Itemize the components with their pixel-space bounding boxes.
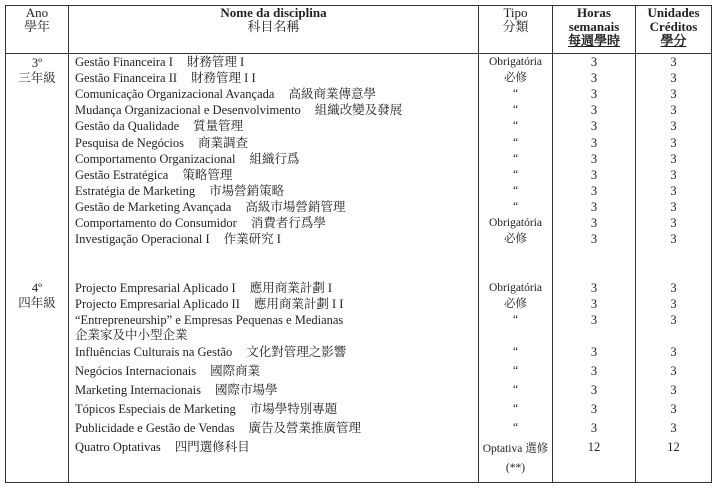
weekly-hours: 3 (590, 55, 598, 69)
header-horas-zh: 每週學時 (567, 33, 620, 48)
course-type: “ (512, 88, 519, 100)
course-name (75, 440, 250, 455)
course-name-pt: Estratégia de Marketing (75, 184, 196, 198)
course-name (75, 383, 278, 398)
course-name-zh: 財務管理 I I (191, 71, 256, 85)
course-name-zh: 市場營銷策略 (209, 184, 285, 198)
header-nome-pt: Nome da disciplina (220, 5, 327, 20)
course-name-zh: 質量管理 (193, 119, 244, 133)
course-name-pt: Gestão Financeira II (75, 71, 178, 85)
weekly-hours: 3 (590, 232, 598, 246)
course-name-zh: 市場學特別專題 (249, 402, 338, 416)
course-name-pt: Tópicos Especiais de Marketing (75, 402, 236, 416)
course-name (75, 281, 332, 296)
course-name (75, 200, 345, 215)
credits: 3 (670, 297, 677, 311)
header-horas (553, 6, 635, 48)
course-name-zh: 高級市場營銷管理 (245, 200, 346, 214)
course-name (75, 87, 376, 102)
course-name-pt: “Entrepreneurship” e Empresas Pequenas e Medianas (75, 313, 344, 327)
weekly-hours: 3 (590, 421, 598, 435)
course-name-pt: Comportamento do Consumidor (75, 216, 237, 230)
credits: 3 (670, 136, 677, 150)
course-type: “ (512, 201, 519, 213)
credits: 3 (670, 55, 677, 69)
course-type: “ (512, 137, 519, 149)
header-nome-zh: 科目名稱 (247, 19, 300, 34)
course-type: “ (512, 403, 519, 415)
course-name-pt: Projecto Empresarial Aplicado II (75, 297, 240, 311)
weekly-hours: 3 (590, 383, 598, 397)
header-tipo-zh: 分類 (502, 19, 529, 34)
credits: 3 (670, 103, 677, 117)
col-divider (68, 5, 69, 483)
course-type: Obrigatória (488, 282, 542, 294)
course-type: “ (512, 365, 519, 377)
course-name-zh: 應用商業計劃 I (249, 281, 333, 295)
weekly-hours: 3 (590, 119, 598, 133)
header-horas-pt: Horas semanais (568, 5, 620, 34)
credits: 3 (670, 281, 677, 295)
course-name-pt: Gestão Financeira I (75, 55, 173, 69)
course-type: “ (512, 422, 519, 434)
header-unidades-zh: 學分 (660, 33, 687, 48)
course-name (75, 168, 232, 183)
course-name-zh: 作業研究 I (223, 232, 281, 246)
credits: 12 (667, 440, 680, 454)
course-name-zh: 消費者行爲學 (250, 216, 326, 230)
course-name-zh: 應用商業計劃 I I (253, 297, 344, 311)
course-name-pt: Negócios Internacionais (75, 364, 197, 378)
course-type: Optativa 選修(**) (482, 443, 549, 474)
year-4 (6, 281, 68, 311)
weekly-hours: 3 (590, 313, 598, 327)
credits: 3 (670, 216, 677, 230)
course-name (75, 55, 244, 70)
course-name-pt: Quatro Optativas (75, 440, 161, 454)
course-name-zh: 企業家及中小型企業 (75, 328, 188, 342)
header-tipo (479, 6, 552, 34)
weekly-hours: 3 (590, 71, 598, 85)
course-name (75, 119, 243, 134)
course-name-pt: Gestão da Qualidade (75, 119, 180, 133)
credits: 3 (670, 383, 677, 397)
course-type: “ (512, 384, 519, 396)
course-name-zh: 財務管理 I (186, 55, 245, 69)
course-name-pt: Marketing Internacionais (75, 383, 201, 397)
year-4-pt: 4º (31, 281, 43, 295)
table-border-bottom (5, 482, 712, 483)
credits: 3 (670, 184, 677, 198)
weekly-hours: 3 (590, 345, 598, 359)
course-name-zh: 高級商業傳意學 (288, 87, 376, 101)
credits: 3 (670, 152, 677, 166)
course-name (75, 216, 326, 231)
course-name-zh: 文化對管理之影響 (246, 345, 347, 359)
credits: 3 (670, 421, 677, 435)
year-3-zh: 三年級 (18, 71, 56, 85)
credits: 3 (670, 71, 677, 85)
credits: 3 (670, 87, 677, 101)
weekly-hours: 3 (590, 103, 598, 117)
credits: 3 (670, 168, 677, 182)
course-type: “ (512, 169, 519, 181)
course-name (75, 136, 248, 151)
course-name-pt: Mudança Organizacional e Desenvolvimento (75, 103, 301, 117)
course-type: “ (512, 104, 519, 116)
weekly-hours: 3 (590, 281, 598, 295)
header-nome (69, 6, 478, 34)
credits: 3 (670, 313, 677, 327)
header-ano-pt: Ano (25, 5, 49, 20)
weekly-hours: 3 (590, 136, 598, 150)
course-name-zh: 組織改變及發展 (314, 103, 403, 117)
course-name (75, 421, 361, 436)
weekly-hours: 3 (590, 87, 598, 101)
course-type: “ (512, 185, 519, 197)
course-name-zh: 商業調查 (198, 136, 249, 150)
course-name-pt: Investigação Operacional I (75, 232, 210, 246)
header-unidades-pt: Unidades Créditos (647, 5, 700, 34)
header-ano (6, 6, 68, 34)
credits: 3 (670, 200, 677, 214)
course-name-pt: Projecto Empresarial Aplicado I (75, 281, 236, 295)
weekly-hours: 3 (590, 168, 598, 182)
weekly-hours: 3 (590, 297, 598, 311)
header-unidades (636, 6, 711, 48)
course-name (75, 297, 343, 312)
course-name (75, 313, 343, 343)
course-type: Obrigatória (488, 217, 542, 229)
year-3 (6, 56, 68, 86)
weekly-hours: 12 (587, 440, 601, 454)
credits: 3 (670, 402, 677, 416)
weekly-hours: 3 (590, 152, 598, 166)
course-name (75, 402, 337, 417)
credits: 3 (670, 119, 677, 133)
course-name-pt: Publicidade e Gestão de Vendas (75, 421, 235, 435)
course-name (75, 71, 256, 86)
header-ano-zh: 學年 (23, 19, 50, 34)
course-name (75, 152, 300, 167)
course-name-zh: 國際商業 (210, 364, 261, 378)
course-type: 必修 (504, 233, 527, 245)
credits: 3 (670, 232, 677, 246)
course-name-pt: Comunicação Organizacional Avançada (75, 87, 275, 101)
course-type: “ (512, 153, 519, 165)
credits: 3 (670, 364, 677, 378)
course-name (75, 345, 346, 360)
course-name (75, 364, 260, 379)
course-name-pt: Comportamento Organizacional (75, 152, 236, 166)
weekly-hours: 3 (590, 402, 598, 416)
course-name-zh: 四門選修科目 (174, 440, 250, 454)
course-name-pt: Pesquisa de Negócios (75, 136, 185, 150)
credits: 3 (670, 345, 677, 359)
course-name (75, 184, 284, 199)
header-tipo-pt: Tipo (503, 5, 528, 20)
weekly-hours: 3 (590, 216, 598, 230)
course-name (75, 103, 402, 118)
year-4-zh: 四年級 (18, 296, 56, 310)
weekly-hours: 3 (590, 364, 598, 378)
weekly-hours: 3 (590, 184, 598, 198)
course-type: “ (512, 120, 519, 132)
course-name (75, 232, 281, 247)
course-type: “ (512, 346, 519, 358)
course-name-pt: Gestão de Marketing Avançada (75, 200, 232, 214)
course-type: Obrigatória (488, 56, 542, 68)
weekly-hours: 3 (590, 200, 598, 214)
header-divider (5, 53, 712, 54)
course-name-zh: 組織行爲 (249, 152, 300, 166)
col-divider (711, 5, 712, 483)
course-name-pt: Gestão Estratégica (75, 168, 169, 182)
year-3-pt: 3º (31, 56, 43, 70)
course-name-zh: 國際市場學 (215, 383, 278, 397)
course-type: 必修 (504, 298, 527, 310)
course-type: “ (512, 314, 519, 326)
course-type: 必修 (504, 72, 527, 84)
course-name-zh: 策略管理 (182, 168, 233, 182)
course-name-zh: 廣告及營業推廣管理 (248, 421, 361, 435)
course-name-pt: Influências Culturais na Gestão (75, 345, 233, 359)
